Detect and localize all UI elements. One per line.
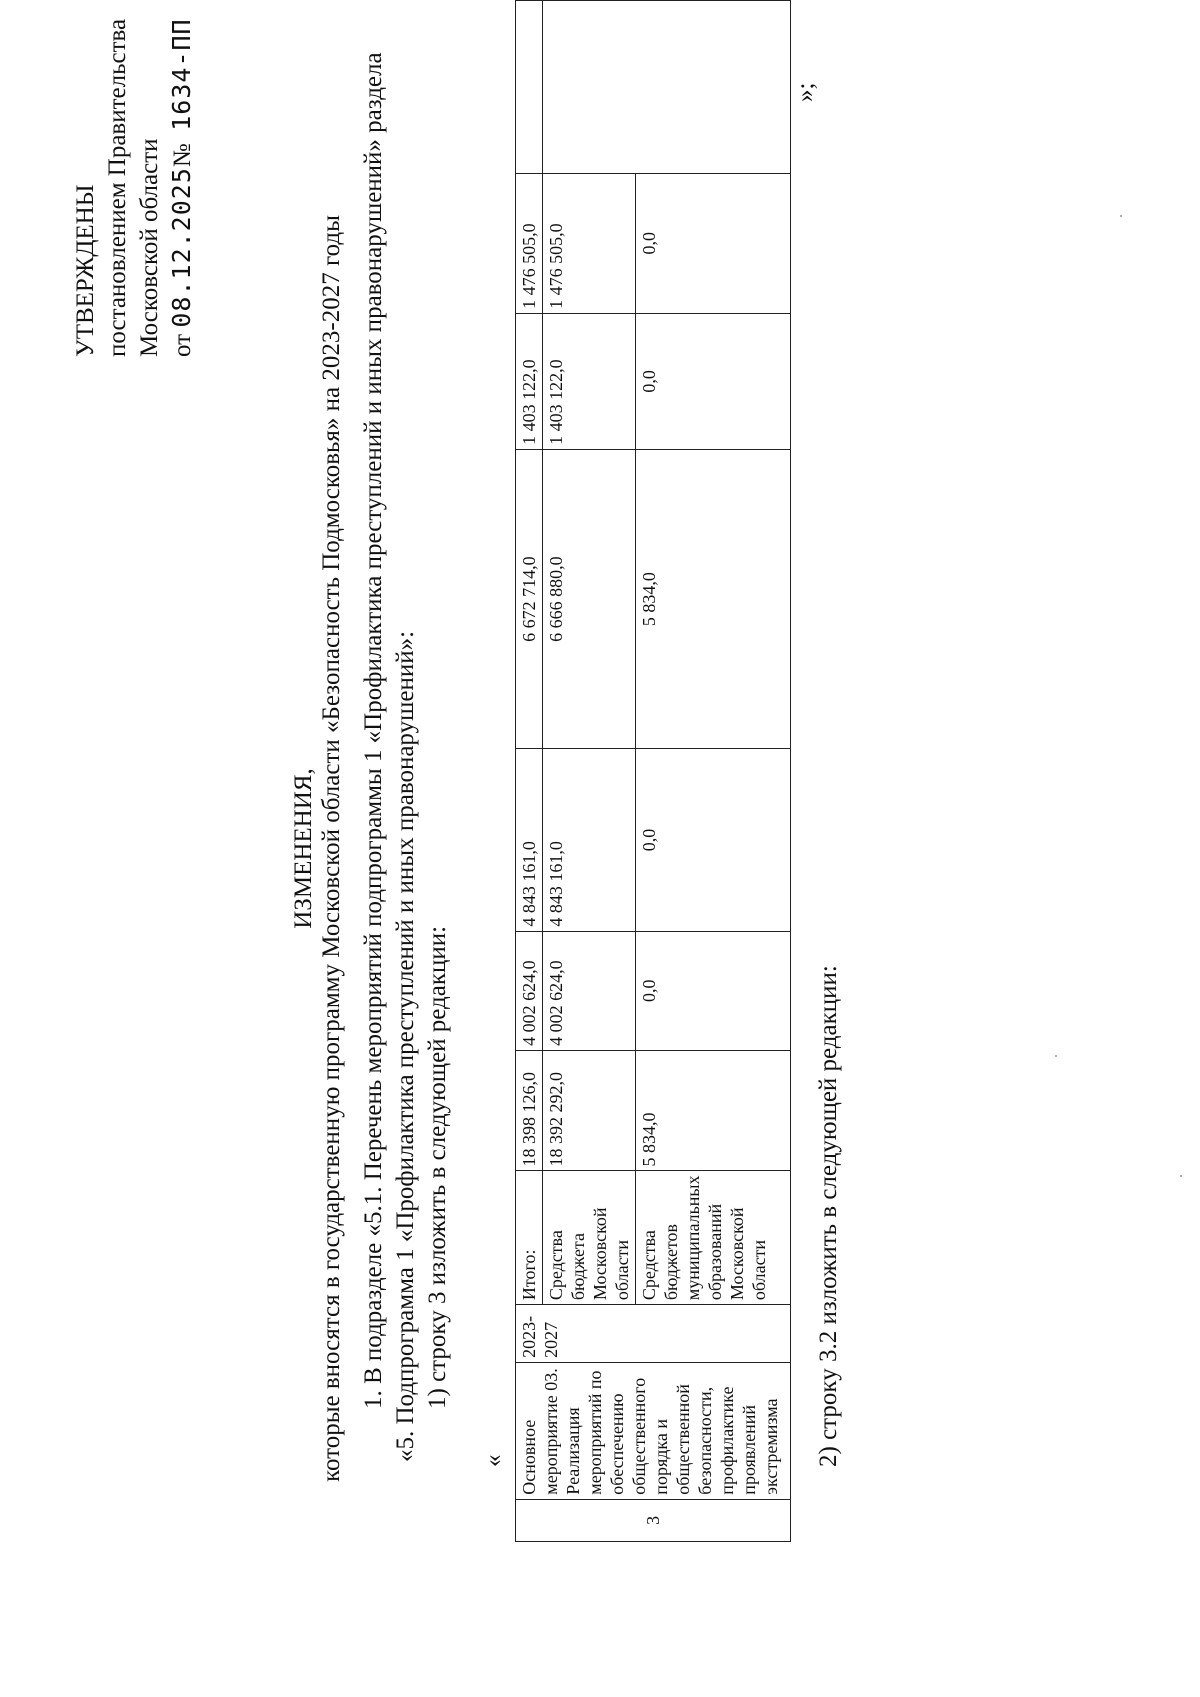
scan-speck [1180, 1175, 1182, 1177]
year-2024-cell: 4 843 161,0 [543, 749, 636, 931]
year-2027-cell: 0,0 [636, 173, 791, 313]
approval-date: 08.12.2025 [167, 167, 196, 328]
year-2023-cell: 4 002 624,0 [516, 931, 543, 1050]
closing-quote: »; [792, 82, 819, 102]
empty-cell [516, 1, 543, 174]
row-number-cell: 3 [516, 1499, 791, 1541]
approval-block [70, 18, 199, 357]
source-cell: Итого: [516, 1171, 543, 1305]
scan-speck [1120, 215, 1122, 217]
year-2024-cell: 0,0 [636, 749, 791, 931]
table-row [516, 1, 543, 1542]
year-2023-cell: 4 002 624,0 [543, 931, 636, 1050]
year-2026-cell: 1 403 122,0 [543, 313, 636, 449]
year-2026-cell: 1 403 122,0 [516, 313, 543, 449]
year-2024-cell: 4 843 161,0 [516, 749, 543, 931]
year-2027-cell: 1 476 505,0 [543, 173, 636, 313]
document-title: ИЗМЕНЕНИЯ, [290, 768, 317, 929]
paragraph-1-item: 1) строку 3 изложить в следующей редакции: [424, 925, 451, 1409]
paragraph-1-continuation: «5. Подпрограмма 1 «Профилактика преступлений и иных правонарушений»: [392, 630, 419, 1462]
approval-number: 1634-ПП [167, 18, 196, 131]
paragraph-2-item: 2) строку 3.2 изложить в следующей редакции: [815, 965, 842, 1467]
approved-date-line [166, 18, 199, 357]
scan-speck [1055, 1055, 1057, 1057]
opening-quote: « [480, 1454, 507, 1467]
measure-name-cell: Основное мероприятие 03. Реализация мероприятий по обеспечению общественного порядка и общественной безопасности, профилактике проявлений экстремизма [516, 1362, 791, 1499]
date-prefix: от [169, 333, 196, 357]
document-subtitle: которые вносятся в государственную программу Московской области «Безопасность Подмосковья» на 2023-2027 годы [318, 215, 345, 1482]
paragraph-1: 1. В подразделе «5.1. Перечень мероприятий подпрограммы 1 «Профилактика преступлений и иных правонарушений» раздела [360, 52, 387, 1409]
year-2025-cell: 6 672 714,0 [516, 449, 543, 749]
year-2025-cell: 6 666 880,0 [543, 449, 636, 749]
period-cell: 2023-2027 [516, 1305, 791, 1363]
approved-heading: УТВЕРЖДЕНЫ [72, 184, 99, 357]
approved-line-1: постановлением Правительства [104, 18, 131, 357]
approved-line-2: Московской области [136, 138, 163, 357]
source-cell: Средства бюджетов муниципальных образований Московской области [636, 1171, 791, 1305]
empty-cell [543, 1, 791, 174]
total-cell: 18 398 126,0 [516, 1050, 543, 1171]
source-cell: Средства бюджета Московской области [543, 1171, 636, 1305]
total-cell: 18 392 292,0 [543, 1050, 636, 1171]
number-prefix: № [169, 143, 196, 168]
total-cell: 5 834,0 [636, 1050, 791, 1171]
year-2026-cell: 0,0 [636, 313, 791, 449]
year-2025-cell: 5 834,0 [636, 449, 791, 749]
year-2027-cell: 1 476 505,0 [516, 173, 543, 313]
year-2023-cell: 0,0 [636, 931, 791, 1050]
measures-table [515, 0, 791, 1542]
